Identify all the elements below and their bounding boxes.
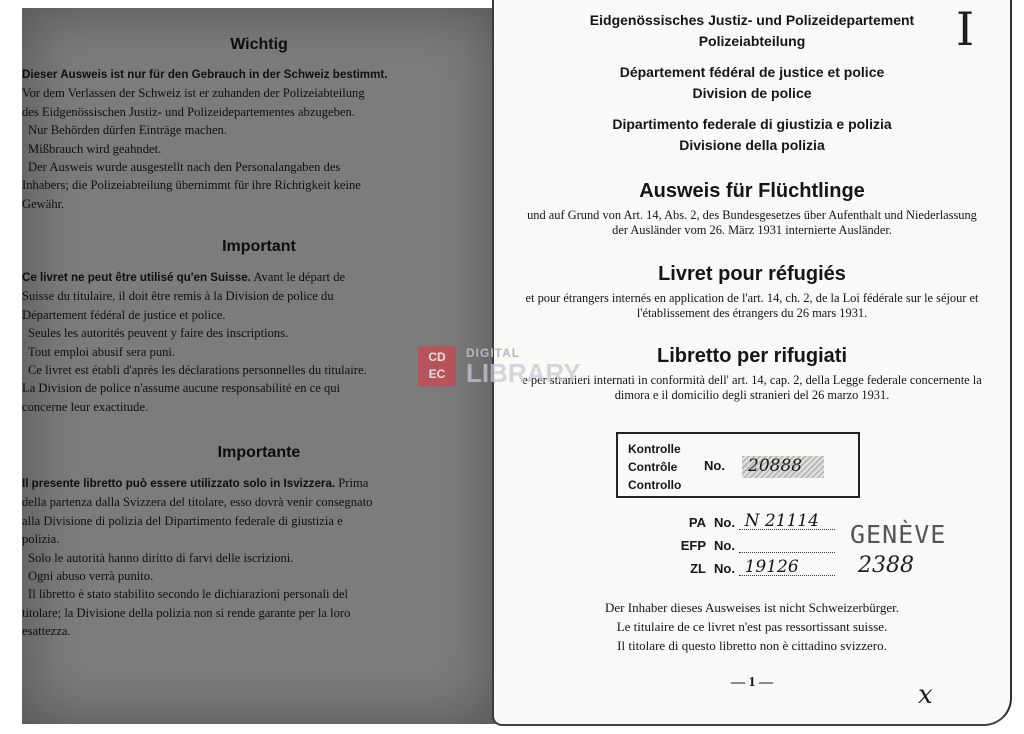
title-it: Libretto per rifugiati: [657, 345, 847, 367]
body-line: Mißbrauch wird geahndet.: [28, 141, 162, 156]
body-line: Gewähr.: [22, 196, 65, 211]
registry-field: [739, 511, 835, 531]
section-body-important: [22, 268, 468, 416]
body-line: Prima: [335, 476, 369, 490]
control-number-field: [742, 456, 824, 478]
body-line: alla Divisione di polizia del Dipartimento federale di giustizia e: [22, 513, 343, 528]
body-line: Nur Behörden dürfen Einträge machen.: [28, 123, 227, 138]
section-title-wichtig: Wichtig: [230, 36, 288, 53]
control-label-fr: Contrôle: [628, 460, 678, 474]
geneve-stamp: GENÈVE: [850, 520, 947, 549]
bottom-mark: x: [918, 680, 933, 710]
corner-mark: I: [956, 2, 975, 56]
logo-line: CD: [428, 350, 446, 364]
title-fr: Livret pour réfugiés: [658, 263, 846, 285]
section-lead-importante: Il presente libretto può essere utilizzato solo in Isvizzera.: [22, 477, 336, 490]
text-de: und auf Grund von Art. 14, Abs. 2, des Bundesgesetzes über Aufenthalt und Niederlassung der Ausländer vom 26. März 1931 internierte Ausländer.: [527, 208, 977, 237]
body-line: Vor dem Verlassen der Schweiz ist er zuhanden der Polizeiabteilung: [22, 86, 365, 101]
registry-label: ZL: [690, 561, 706, 576]
footer-it: Il titolare di questo libretto non è cittadino svizzero.: [617, 638, 887, 653]
control-number: 20888: [748, 456, 803, 476]
section-body-importante: [22, 474, 468, 641]
header-it-1: Dipartimento federale di giustizia e polizia: [612, 116, 892, 132]
body-line: Inhabers; die Polizeiabteilung übernimmt für ihre Richtigkeit keine: [22, 178, 361, 193]
registry-row-efp: [670, 538, 835, 553]
body-line: Il libretto è stato stabilito secondo le dichiarazioni personali del: [28, 587, 348, 602]
registry-field: [739, 557, 835, 577]
section-title-important: Important: [222, 238, 296, 255]
registry-no: No.: [714, 561, 735, 576]
body-line: Der Ausweis wurde ausgestellt nach den Personalangaben des: [28, 160, 341, 175]
body-line: esattezza.: [22, 624, 71, 639]
registry-field: [739, 538, 835, 553]
body-line: des Eidgenössischen Justiz- und Polizeidepartementes abzugeben.: [22, 104, 355, 119]
body-line: Suisse du titulaire, il doit être remis à la Division de police du: [22, 289, 334, 304]
body-line: Ce livret est établi d'après les déclarations personnelles du titulaire.: [28, 363, 367, 378]
header-fr-2: Division de police: [692, 85, 812, 101]
section-lead-important: Ce livret ne peut être utilisé qu'en Suisse.: [22, 271, 251, 284]
stamp-number: 2388: [858, 553, 914, 578]
watermark-digital: DIGITAL: [466, 346, 521, 360]
header-fr-1: Département fédéral de justice et police: [619, 64, 885, 80]
control-label-de: Kontrolle: [628, 442, 681, 456]
left-page: [22, 8, 496, 724]
control-box: [616, 432, 860, 498]
title-de: Ausweis für Flüchtlinge: [639, 180, 865, 202]
watermark-library: LIBRARY: [466, 358, 581, 388]
registry-no: No.: [714, 515, 735, 530]
registry-label: EFP: [680, 538, 706, 553]
body-line: polizia.: [22, 532, 60, 547]
page-number: — 1 —: [731, 675, 773, 690]
section-title-importante: Importante: [217, 444, 301, 461]
body-line: titolare; la Divisione della polizia non si rende garante per la loro: [22, 605, 351, 620]
registry-label: PA: [688, 515, 706, 530]
control-label-it: Controllo: [628, 478, 682, 492]
body-line: Tout emploi abusif sera puni.: [28, 344, 176, 359]
body-line: Solo le autorità hanno diritto di farvi delle iscrizioni.: [28, 550, 294, 565]
control-no-label: No.: [704, 458, 725, 473]
header-de-1: Eidgenössisches Justiz- und Polizeidepartement: [589, 12, 915, 28]
body-line: Ogni abuso verrà punito.: [28, 569, 154, 584]
footer-de: Der Inhaber dieses Ausweises ist nicht Schweizerbürger.: [605, 600, 899, 615]
body-line: Département fédéral de justice et police.: [22, 307, 226, 322]
registry-row-pa: [670, 511, 835, 531]
section-body-wichtig: [22, 66, 468, 213]
text-it: e per stranieri internati in conformità dell' art. 14, cap. 2, della Legge federale concernente la dimora e il domicilio degli stranieri del 26 marzo 1931.: [522, 373, 982, 402]
logo-line: EC: [428, 367, 446, 381]
text-fr: et pour étrangers internés en application de l'art. 14, ch. 2, de la Loi fédérale sur le séjour et l'établissement des étrangers du 26 mars 1931.: [525, 291, 979, 320]
body-line: Seules les autorités peuvent y faire des inscriptions.: [28, 326, 289, 341]
registry-no: No.: [714, 538, 735, 553]
footer-fr: Le titulaire de ce livret n'est pas ressortissant suisse.: [616, 619, 888, 634]
body-line: concerne leur exactitude.: [22, 399, 149, 414]
body-line: Avant le départ de: [250, 270, 346, 284]
body-line: della partenza dalla Svizzera del titolare, esso dovrà venir consegnato: [22, 495, 373, 510]
registry-value: N 21114: [744, 511, 819, 531]
header-it-2: Divisione della polizia: [679, 137, 825, 153]
body-line: La Division de police n'assume aucune responsabilité en ce qui: [22, 381, 341, 396]
header-de-2: Polizeiabteilung: [698, 33, 806, 49]
registry-row-zl: [670, 557, 835, 577]
right-page: [492, 0, 1012, 726]
registry-value: 19126: [744, 557, 799, 577]
section-lead-wichtig: Dieser Ausweis ist nur für den Gebrauch in der Schweiz bestimmt.: [22, 68, 388, 81]
control-labels: [628, 440, 681, 494]
